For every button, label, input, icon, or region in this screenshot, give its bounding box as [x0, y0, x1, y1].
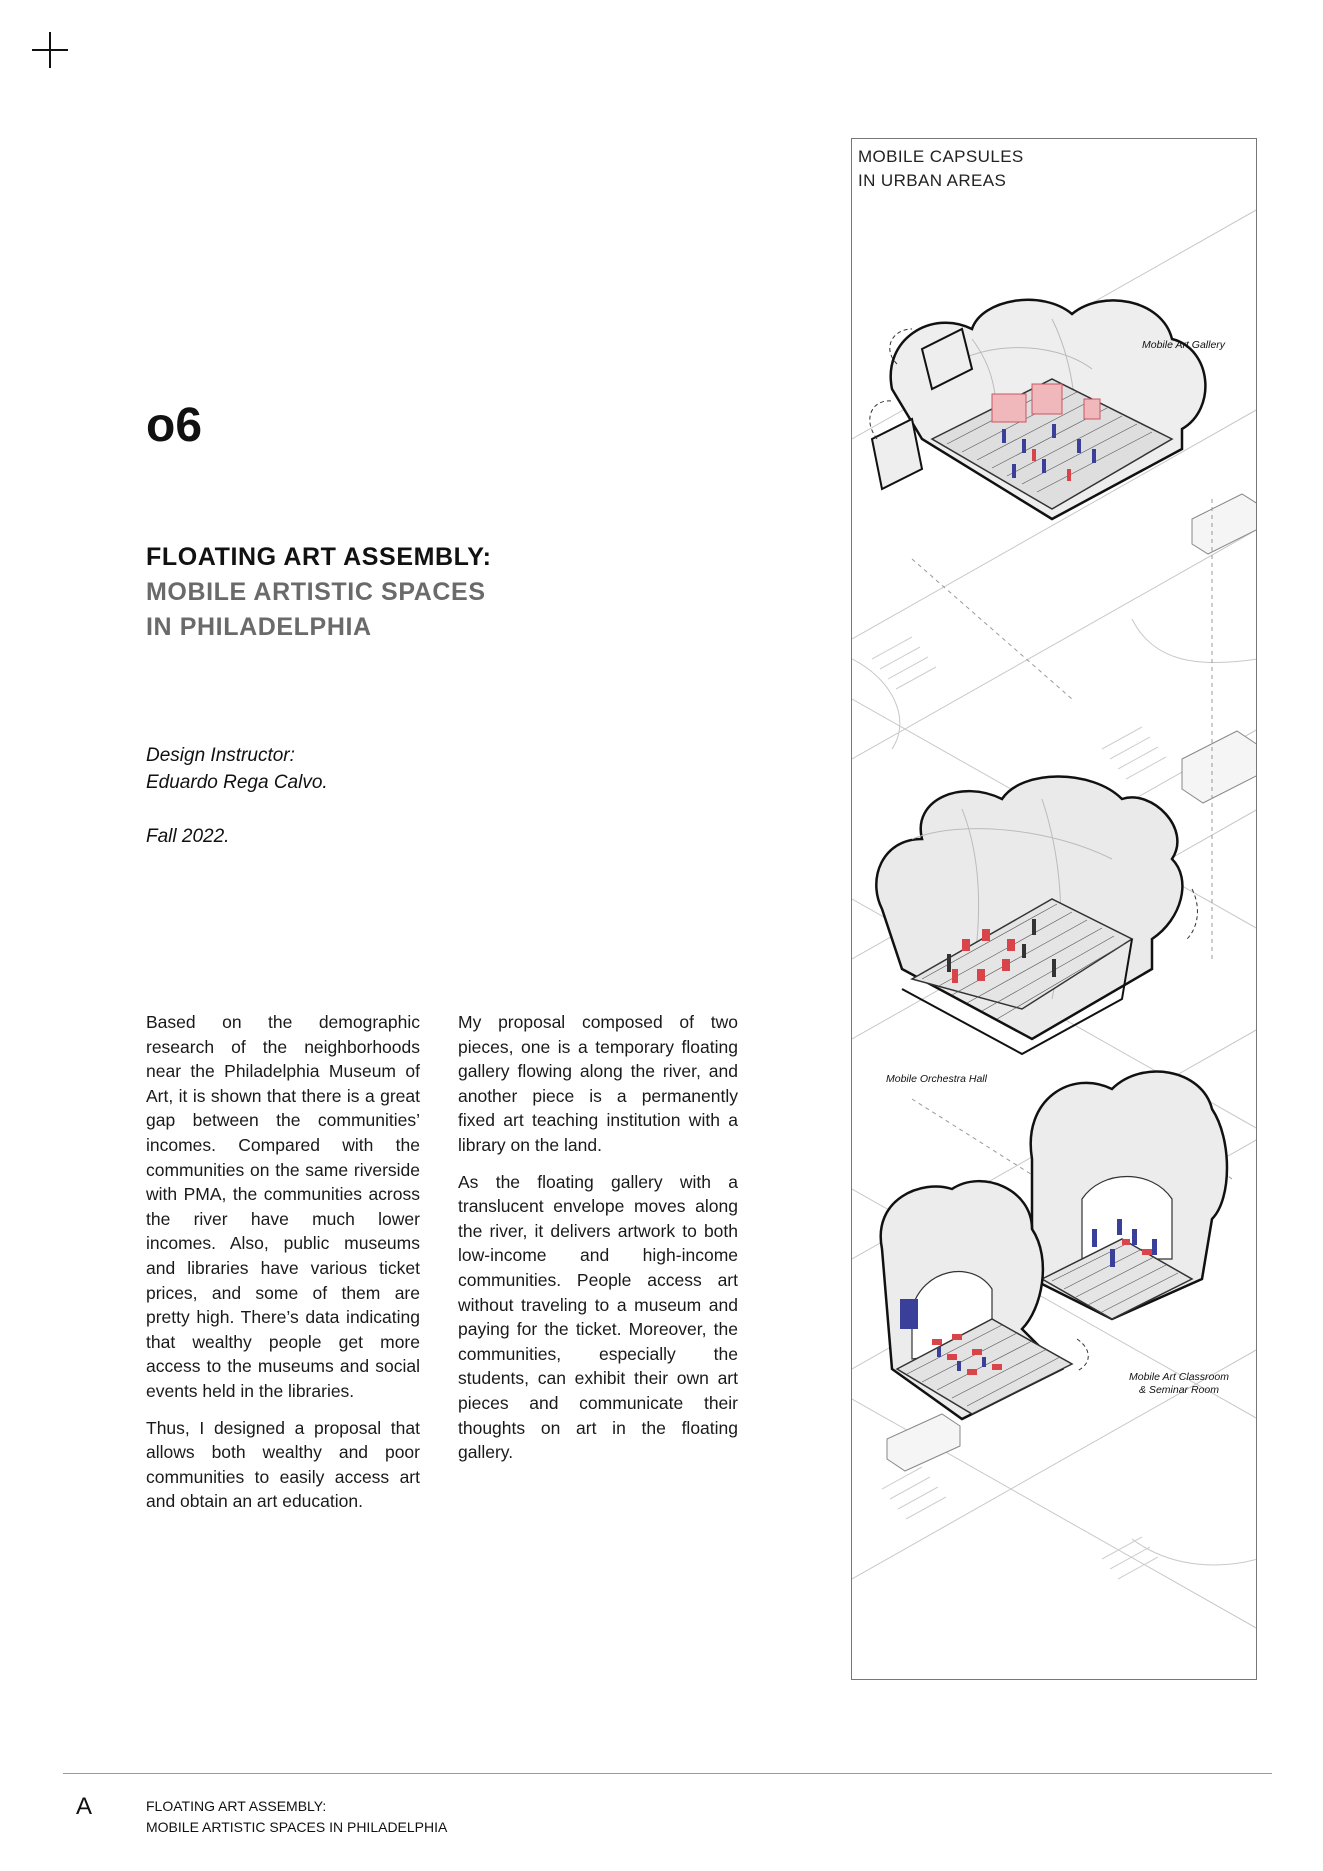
project-title [146, 540, 492, 645]
paragraph: My proposal composed of two pieces, one is a temporary floating gallery flowing along the river, and another piece is a permanently fixed art teaching institution with a library on the land. [458, 1012, 738, 1155]
classroom-pods [881, 1072, 1227, 1419]
caption-classroom-line-1: Mobile Art Classroom [1129, 1371, 1229, 1383]
caption-orchestra: Mobile Orchestra Hall [886, 1073, 987, 1085]
orchestra-pod [876, 777, 1197, 1055]
caption-gallery: Mobile Art Gallery [1142, 339, 1226, 351]
footer-title-line-1: FLOATING ART ASSEMBLY: [146, 1798, 327, 1814]
figure-title-line-2: IN URBAN AREAS [858, 171, 1007, 190]
paragraph: Based on the demographic research of the neighborhoods near the Philadelphia Museum of Art, it is shown that there is a great gap between the communities’ incomes. Compared with the communities on the same riverside with PMA, the communities across the river have much lower incomes. Also, public museums and libraries have various ticket prices, and some of them are pretty high. There’s data indicating that wealthy people get more access to the museums and social events held in the libraries. [146, 1012, 420, 1401]
footer-title-line-2: MOBILE ARTISTIC SPACES IN PHILADELPHIA [146, 1819, 448, 1835]
figure-title-line-1: MOBILE CAPSULES [858, 147, 1024, 166]
footer-rule [63, 1773, 1272, 1774]
figure-title [858, 145, 1024, 193]
caption-classroom-line-2: & Seminar Room [1139, 1384, 1219, 1396]
instructor-label: Design Instructor: [146, 745, 295, 766]
gallery-pod [870, 300, 1206, 519]
title-line-3: IN PHILADELPHIA [146, 613, 372, 641]
body-column-1 [146, 1010, 420, 1526]
title-line-1: FLOATING ART ASSEMBLY: [146, 543, 492, 571]
footer-title [146, 1796, 447, 1838]
instructor-name: Eduardo Rega Calvo. [146, 772, 328, 793]
body-column-2 [458, 1010, 738, 1477]
project-meta [146, 742, 328, 850]
page-letter: A [76, 1793, 93, 1820]
paragraph: Thus, I designed a proposal that allows both wealthy and poor communities to easily access art and obtain an art education. [146, 1417, 420, 1512]
axonometric-drawing [852, 139, 1257, 1680]
paragraph: As the floating gallery with a translucent envelope moves along the river, it delivers artwork to both low-income and high-income communities. People access art without traveling to a museum and paying for the ticket. Moreover, the communities, especially the students, can exhibit their own art pieces and communicate their thoughts on art in the floating gallery. [458, 1171, 738, 1463]
caption-classroom [1114, 1371, 1244, 1397]
term: Fall 2022. [146, 826, 230, 847]
title-line-2: MOBILE ARTISTIC SPACES [146, 578, 486, 606]
plus-icon [32, 32, 68, 68]
project-number: o6 [146, 399, 203, 452]
axonometric-figure [851, 138, 1257, 1680]
